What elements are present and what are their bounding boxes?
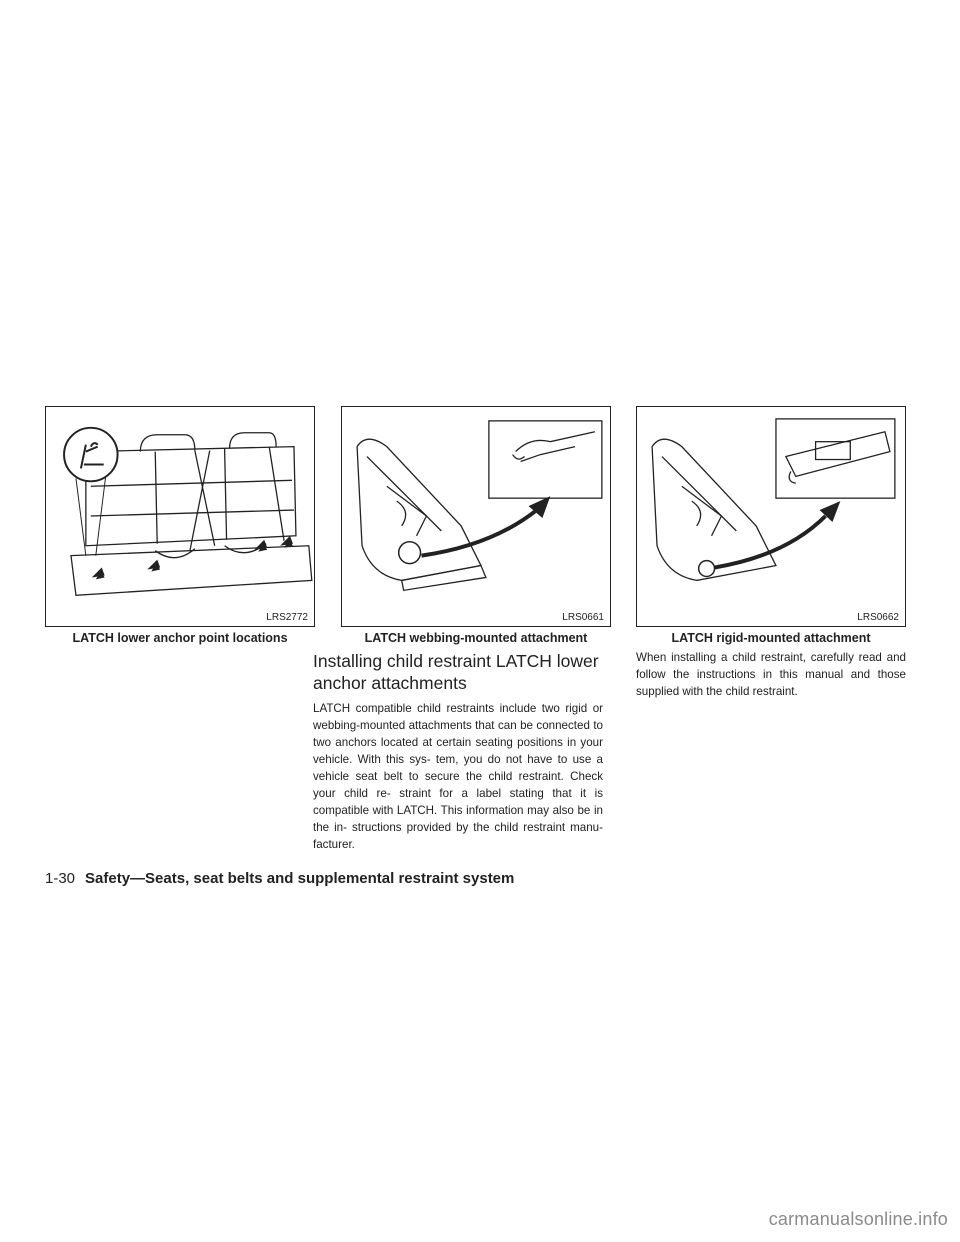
footer-section-title: Safety—Seats, seat belts and supplemental restraint system — [85, 870, 515, 887]
page-footer — [45, 870, 514, 887]
section-heading: Installing child restraint LATCH lower anchor attachments — [313, 651, 599, 693]
figure-lower-anchor-locations — [45, 406, 315, 627]
figure-caption: LATCH lower anchor point locations — [72, 631, 288, 645]
watermark: carmanualsonline.info — [768, 1209, 948, 1229]
rear-seat-illustration — [46, 407, 314, 626]
figure-code: LRS0662 — [857, 612, 899, 623]
figure-code: LRS2772 — [266, 612, 308, 623]
page-number: 1-30 — [45, 870, 76, 887]
child-seat-webbing-illustration — [342, 407, 610, 626]
figure-code: LRS0661 — [562, 612, 604, 623]
figure-rigid-attachment — [636, 406, 906, 627]
figure-caption: LATCH webbing-mounted attachment — [364, 631, 588, 645]
figure-caption: LATCH rigid-mounted attachment — [671, 631, 871, 645]
figure-webbing-attachment — [341, 406, 611, 627]
body-paragraph-1: LATCH compatible child restraints include two rigid or webbing-mounted attachments that can be connected to two anchors located at certain seating positions in your vehicle. With this sys- tem, you do not have to use a vehicle seat belt to secure the child restraint. Check your child re- straint for a label stating that it is compatible with LATCH. This information may also be in the in- structions provided by the child restraint manu- facturer. — [313, 702, 603, 851]
body-paragraph-2: When installing a child restraint, carefully read and follow the instructions in this manual and those supplied with the child restraint. — [636, 651, 906, 698]
child-seat-rigid-illustration — [637, 407, 905, 626]
